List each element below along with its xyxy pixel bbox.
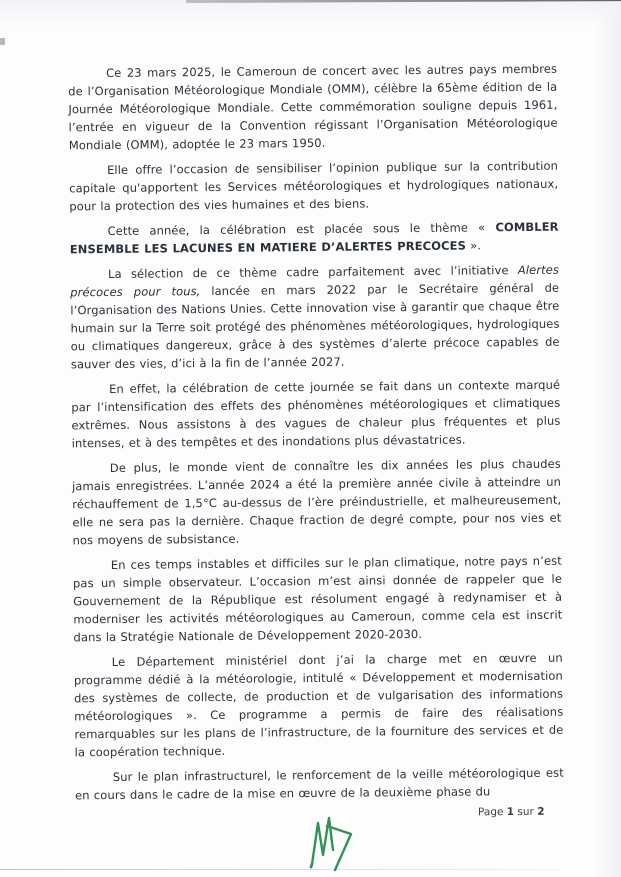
paragraph [68, 60, 558, 155]
paragraph-text: Cette année, la célébration est placée sous le thème « [107, 220, 496, 238]
page-footer [478, 806, 545, 818]
paragraph-text: En effet, la célébration de cette journée se fait dans un contexte marqué par l’intensification des effets des phénomènes météorologiques et climatiques extrêmes. Nous assistons à des vagues de chaleur plus fréquentes et plus intenses, et à des tempêtes et des inondations plus dévastatrices. [71, 377, 561, 451]
paragraph [71, 376, 561, 453]
paragraph [74, 649, 564, 762]
footer-separator: sur [514, 805, 538, 818]
signature-icon [298, 813, 372, 873]
paragraph [75, 764, 564, 805]
paragraph [69, 157, 558, 216]
paragraph-text: En ces temps instables et difficiles sur le plan climatique, notre pays n’est pas un simple observateur. L’occasion m’est ainsi donnée de rappeler que le Gouvernement de la République est résolument engagé à redynamiser et à moderniser les activités météorologiques au Cameroun, comme cela est inscrit dans la Stratégie Nationale de Développement 2020-2030. [72, 553, 563, 645]
signature-paraph [298, 813, 372, 873]
paragraph-text: Sur le plan infrastructurel, le renforcement de la veille météorologique est en cours dans le cadre de la mise en œuvre de la deuxième phase du [74, 765, 564, 803]
paragraph-text: Le Département ministériel dont j’ai la charge met en œuvre un programme dédié à la météorologie, intitulé « Développement et modernisation des systèmes de collecte, de production et de vulgarisation des informations météorologiques ». Ce programme a permis de faire des réalisations remarquables sur les plans de l’infrastructure, de la fourniture des services et de la coopération technique. [73, 650, 564, 760]
scan-bottom-edge [0, 869, 560, 870]
paragraph [72, 455, 562, 550]
footer-page-number: 1 [507, 805, 515, 819]
paragraph-text: Ce 23 mars 2025, le Cameroun de concert avec les autres pays membres de l’Organisation Météorologique Mondiale (OMM), célèbre la 65ème édition de la Journée Météorologique Mondiale. Cette commémoration souligne depuis 1961, l’entrée en vigueur de la Convention régissant l’Organisation Météorologique Mondiale (OMM), adoptée le 23 mars 1950. [68, 61, 558, 153]
scan-top-edge [186, 0, 621, 3]
paragraph-text: lancée en mars 2022 par le Secrétaire général de l’Organisation des Nations Unies. Cette innovation vise à garantir que chaque être humain sur la Terre soit protégé des phénomènes météorologiques, hydrologiques ou climatiques dangereux, grâce à des systèmes d’alerte précoce capables de sauver des vies, d’ici à la fin de l’année 2027. [70, 280, 560, 372]
paragraph-text: De plus, le monde vient de connaître les dix années les plus chaudes jamais enregistrées. L’année 2024 a été la première année civile à atteindre un réchauffement de 1,5°C au-dessus de l’ère préindustrielle, et malheureusement, elle ne sera pas la dernière. Chaque fraction de degré compte, pour nos vies et nos moyens de subsistance. [71, 456, 562, 548]
footer-total-pages: 2 [537, 805, 546, 818]
paragraph-text: La sélection de ce thème cadre parfaitement avec l’initiative [107, 263, 518, 281]
paragraph-text: Elle offre l’occasion de sensibiliser l’opinion publique sur la contribution capitale qu'apportent les Services météorologiques et hydrologiques nationaux, pour la protection des vies humaines et des biens. [69, 158, 559, 214]
scan-artifact-speck [0, 38, 5, 45]
paragraph [70, 218, 559, 259]
paragraph-text: ». [465, 238, 482, 253]
paragraph [70, 261, 560, 374]
paragraph [73, 552, 563, 647]
initiative-name: Alertes précoces pour tous, [70, 262, 560, 300]
footer-prefix: Page [478, 806, 508, 819]
document-body [68, 60, 564, 812]
theme-text: COMBLER ENSEMBLE LES LACUNES EN MATIERE D’ALERTES PRECOCES [69, 219, 559, 257]
